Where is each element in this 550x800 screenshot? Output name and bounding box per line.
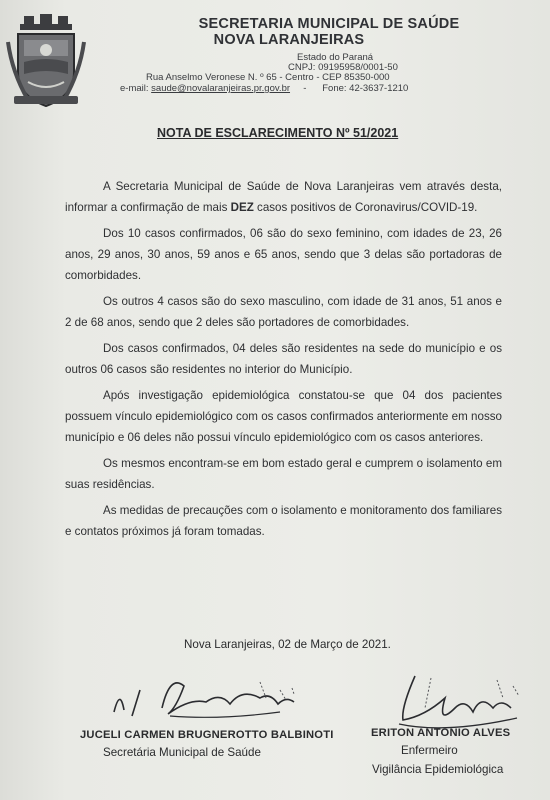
- paragraph-5: Após investigação epidemiológica constatou-se que 04 dos pacientes possuem vínculo epidemiológico com os casos confirmados anteriormente em nosso município e 06 deles não possui vínculo epidemiológico com os casos anteriores.: [65, 389, 502, 444]
- state-name: Estado do Paraná: [297, 52, 374, 63]
- signatory-left-name: JUCELI CARMEN BRUGNEROTTO BALBINOTI: [80, 729, 334, 741]
- document-title: NOTA DE ESCLARECIMENTO Nº 51/2021: [157, 126, 399, 140]
- paragraph-6: Os mesmos encontram-se em bom estado geral e cumprem o isolamento em suas residências.: [65, 457, 502, 491]
- paragraph-2: Dos 10 casos confirmados, 06 são do sexo feminino, com idades de 23, 26 anos, 29 anos, 30 anos, 59 anos e 65 anos, sendo que 3 delas são portadoras de comorbidades.: [65, 227, 502, 282]
- contact-line: [120, 83, 408, 94]
- signatory-right-name: ERITON ANTONIO ALVES: [371, 727, 511, 739]
- email-link[interactable]: saude@novalaranjeiras.pr.gov.br: [151, 83, 291, 94]
- paragraph-3: Os outros 4 casos são do sexo masculino, com idade de 31 anos, 51 anos e 2 de 68 anos, sendo que 2 deles são portadores de comorbidades.: [65, 295, 502, 329]
- cnpj-number: CNPJ: 09195958/0001-50: [288, 62, 398, 73]
- paragraph-1-bold: DEZ: [230, 201, 254, 214]
- signatory-left-role: Secretária Municipal de Saúde: [103, 746, 261, 759]
- paragraph-1-text-end: casos positivos de Coronavirus/COVID-19.: [253, 201, 478, 214]
- signatory-right-department: Vigilância Epidemiológica: [372, 763, 504, 776]
- paragraph-4: Dos casos confirmados, 04 deles são residentes na sede do município e os outros 06 casos são residentes no interior do Município.: [65, 342, 502, 376]
- paragraph-1: [65, 176, 502, 218]
- address: Rua Anselmo Veronese N. º 65 - Centro - CEP 85350-000: [146, 72, 390, 83]
- document-date: Nova Laranjeiras, 02 de Março de 2021.: [184, 638, 391, 651]
- organization-name: SECRETARIA MUNICIPAL DE SAÚDE: [198, 16, 460, 32]
- city-name: NOVA LARANJEIRAS: [213, 32, 365, 48]
- email-label: e-mail:: [120, 83, 152, 94]
- paragraph-7: As medidas de precauções com o isolamento e monitoramento dos familiares e contatos próximos já foram tomadas.: [65, 504, 502, 538]
- document-body: [65, 176, 502, 547]
- signatory-right-role: Enfermeiro: [401, 744, 458, 757]
- phone-number: Fone: 42-3637-1210: [322, 83, 409, 94]
- separator: -: [303, 83, 307, 94]
- paragraph-1-text: A Secretaria Municipal de Saúde de Nova Laranjeiras vem através desta, informar a confirmação de mais: [65, 180, 502, 214]
- handwritten-signature-left: [110, 668, 300, 728]
